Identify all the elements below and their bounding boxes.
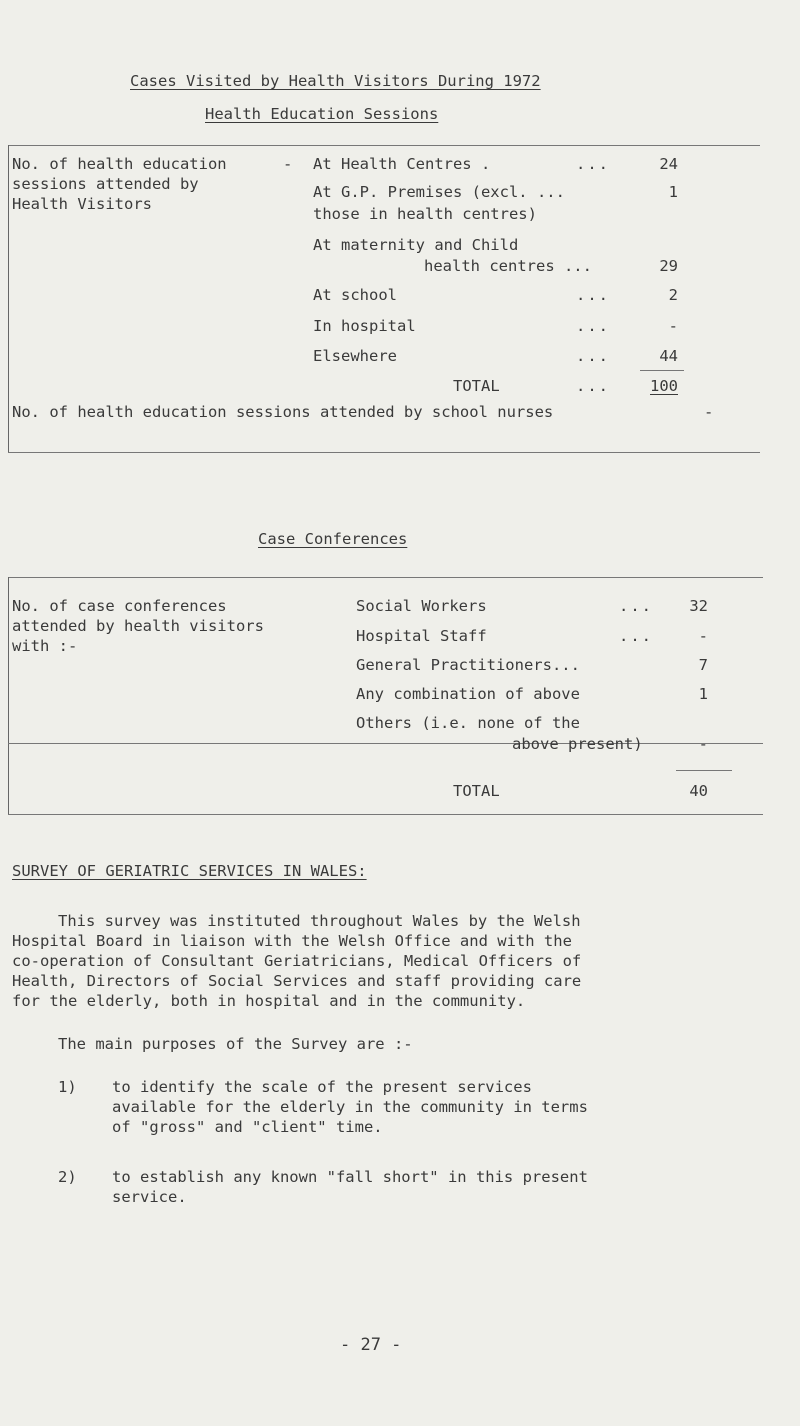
he-item-value: 29	[659, 257, 678, 275]
he-dash: -	[283, 155, 293, 173]
purpose-line: to establish any known "fall short" in this present	[112, 1168, 588, 1186]
he-item-dots: ...	[576, 347, 610, 365]
cc-row-label-2: attended by health visitors	[12, 617, 264, 635]
survey-paragraph-line: This survey was instituted throughout Wales by the Welsh	[58, 912, 581, 930]
he-row-label-2: sessions attended by	[12, 175, 199, 193]
he-total-dots: ...	[576, 377, 610, 395]
table-top-rule	[8, 145, 760, 146]
cc-item-dots: ...	[619, 627, 653, 645]
cc-item-dots: ...	[619, 597, 653, 615]
cc-item-value: 1	[698, 685, 708, 703]
cc-left-border-lower	[8, 744, 9, 814]
page-number: - 27 -	[340, 1335, 402, 1355]
cc-item-label: Hospital Staff	[356, 627, 487, 645]
survey-heading: SURVEY OF GERIATRIC SERVICES IN WALES:	[12, 862, 367, 880]
purpose-line: service.	[112, 1188, 187, 1206]
school-nurses-label: No. of health education sessions attended by school nurses	[12, 403, 554, 421]
cc-item-label: above present)	[512, 735, 643, 753]
cc-item-label: Any combination of above	[356, 685, 580, 703]
cc-item-value: -	[698, 735, 708, 753]
he-item-value: 44	[659, 347, 678, 365]
cc-total-rule	[676, 770, 732, 771]
survey-paragraph-line: Hospital Board in liaison with the Welsh Office and with the	[12, 932, 572, 950]
he-row-label-1: No. of health education	[12, 155, 227, 173]
he-item-label: health centres ...	[424, 257, 592, 275]
he-item-dots: ...	[576, 317, 610, 335]
he-item-label: those in health centres)	[313, 205, 537, 223]
he-item-value: 2	[668, 286, 678, 304]
cc-item-value: 32	[689, 597, 708, 615]
cc-item-label: Others (i.e. none of the	[356, 714, 580, 732]
he-item-label: At G.P. Premises (excl. ...	[313, 183, 565, 201]
cc-bottom-rule	[8, 743, 763, 744]
he-row-label-3: Health Visitors	[12, 195, 152, 213]
cc-total-label: TOTAL	[453, 782, 500, 800]
he-item-label: At Health Centres .	[313, 155, 491, 173]
he-item-dots: ...	[576, 286, 610, 304]
survey-paragraph-line: co-operation of Consultant Geriatricians, Medical Officers of	[12, 952, 582, 970]
total-rule	[640, 370, 684, 371]
he-item-value: 1	[668, 183, 678, 201]
he-item-label: In hospital	[313, 317, 416, 335]
he-total-label: TOTAL	[453, 377, 500, 395]
he-total-value: 100	[650, 377, 678, 395]
he-item-value: -	[668, 317, 678, 335]
purpose-number: 2)	[58, 1168, 77, 1186]
purpose-line: available for the elderly in the community in terms	[112, 1098, 588, 1116]
cc-final-rule	[8, 814, 763, 815]
he-item-label: Elsewhere	[313, 347, 397, 365]
page-title: Cases Visited by Health Visitors During 1972	[130, 72, 541, 90]
cc-row-label-1: No. of case conferences	[12, 597, 227, 615]
cc-left-border	[8, 577, 9, 744]
he-item-dots: ...	[576, 155, 610, 173]
cc-item-label: Social Workers	[356, 597, 487, 615]
survey-paragraph-line: Health, Directors of Social Services and staff providing care	[12, 972, 582, 990]
he-item-label: At maternity and Child	[313, 236, 519, 254]
table-bottom-rule	[8, 452, 760, 453]
table-left-border	[8, 145, 9, 453]
cc-item-label: General Practitioners...	[356, 656, 580, 674]
cc-row-label-3: with :-	[12, 637, 78, 655]
page-subtitle: Health Education Sessions	[205, 105, 439, 123]
case-conferences-heading: Case Conferences	[258, 530, 408, 548]
cc-total-value: 40	[689, 782, 708, 800]
cc-item-value: 7	[698, 656, 708, 674]
school-nurses-value: -	[704, 403, 714, 421]
cc-item-value: -	[698, 627, 708, 645]
he-item-value: 24	[659, 155, 678, 173]
survey-paragraph-line: for the elderly, both in hospital and in the community.	[12, 992, 526, 1010]
purpose-line: of "gross" and "client" time.	[112, 1118, 383, 1136]
purpose-line: to identify the scale of the present services	[112, 1078, 532, 1096]
purpose-number: 1)	[58, 1078, 77, 1096]
cc-top-rule	[8, 577, 763, 578]
he-item-label: At school	[313, 286, 397, 304]
purposes-intro: The main purposes of the Survey are :-	[58, 1035, 413, 1053]
